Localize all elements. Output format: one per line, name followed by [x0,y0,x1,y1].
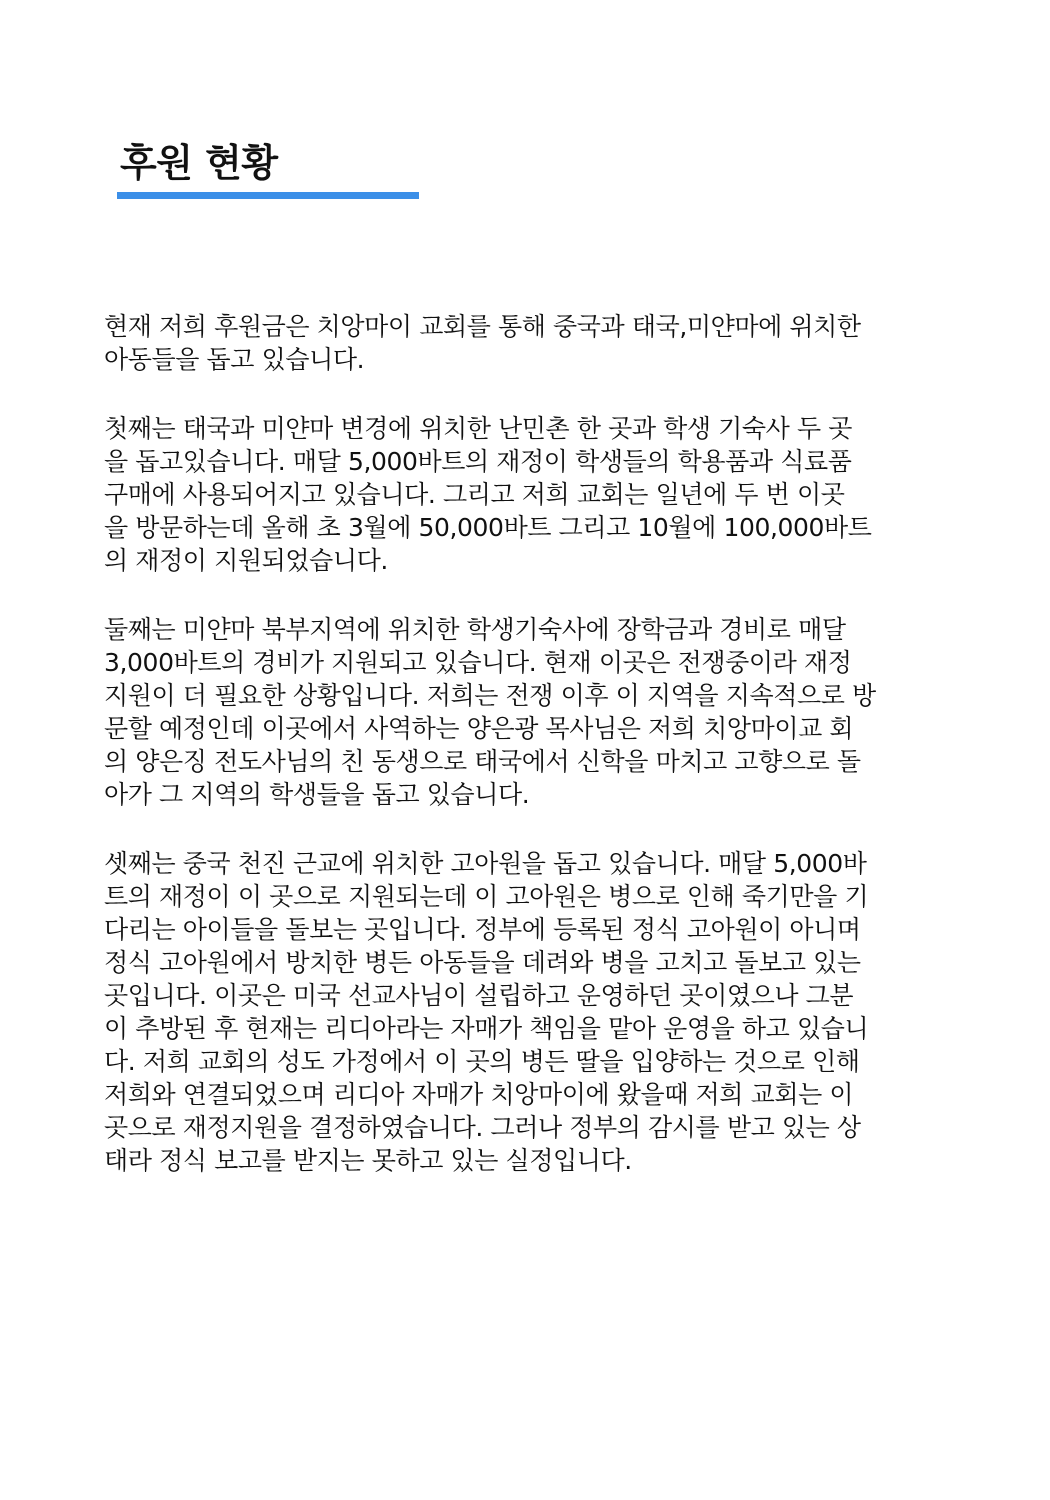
text-line: 둘째는 미얀마 북부지역에 위치한 학생기숙사에 장학금과 경비로 매달 [104,615,846,644]
text-line: 저희와 연결되었으며 리디아 자매가 치앙마이에 왔을때 저희 교회는 이 [104,1080,854,1109]
text-line: 의 양은징 전도사님의 친 동생으로 태국에서 신학을 마치고 고향으로 돌 [104,747,861,776]
text-line: 첫째는 태국과 미얀마 변경에 위치한 난민촌 한 곳과 학생 기숙사 두 곳 [104,414,853,443]
text-line: 문할 예정인데 이곳에서 사역하는 양은광 목사님은 저희 치앙마이교 회 [104,714,854,743]
text-line: 구매에 사용되어지고 있습니다. 그리고 저희 교회는 일년에 두 번 이곳 [104,480,845,509]
paragraph-second [104,613,949,811]
text-line: 다. 저희 교회의 성도 가정에서 이 곳의 병든 딸을 입양하는 것으로 인해 [104,1047,860,1076]
paragraph-first [104,412,949,577]
text-line: 곳으로 재정지원을 결정하였습니다. 그러나 정부의 감시를 받고 있는 상 [104,1113,861,1142]
paragraph-third [104,847,949,1177]
text-line: 트의 재정이 이 곳으로 지원되는데 이 고아원은 병으로 인해 죽기만을 기 [104,882,869,911]
text-line: 셋째는 중국 천진 근교에 위치한 고아원을 돕고 있습니다. 매달 5,000바 [104,849,867,878]
text-line: 아동들을 돕고 있습니다. [104,345,365,374]
text-line: 태라 정식 보고를 받지는 못하고 있는 실정입니다. [104,1146,632,1175]
text-line: 3,000바트의 경비가 지원되고 있습니다. 현재 이곳은 전쟁중이라 재정 [104,648,852,677]
text-line: 곳입니다. 이곳은 미국 선교사님이 설립하고 운영하던 곳이였으나 그분 [104,981,854,1010]
text-line: 다리는 아이들을 돌보는 곳입니다. 정부에 등록된 정식 고아원이 아니며 [104,915,861,944]
text-line: 아가 그 지역의 학생들을 돕고 있습니다. [104,780,530,809]
text-line: 지원이 더 필요한 상황입니다. 저희는 전쟁 이후 이 지역을 지속적으로 방 [104,681,876,710]
text-line: 을 돕고있습니다. 매달 5,000바트의 재정이 학생들의 학용품과 식료품 [104,447,852,476]
text-line: 의 재정이 지원되었습니다. [104,546,388,575]
text-line: 현재 저희 후원금은 치앙마이 교회를 통해 중국과 태국,미얀마에 위치한 [104,312,861,341]
body-content [104,310,949,1213]
title-block [117,138,419,199]
text-line: 정식 고아원에서 방치한 병든 아동들을 데려와 병을 고치고 돌보고 있는 [104,948,861,977]
page-title: 후원 현황 [120,141,278,185]
text-line: 을 방문하는데 올해 초 3월에 50,000바트 그리고 10월에 100,000바트 [104,513,872,542]
paragraph-intro [104,310,949,376]
title-underline [117,192,419,199]
text-line: 이 추방된 후 현재는 리디아라는 자매가 책임을 맡아 운영을 하고 있습니 [104,1014,869,1043]
